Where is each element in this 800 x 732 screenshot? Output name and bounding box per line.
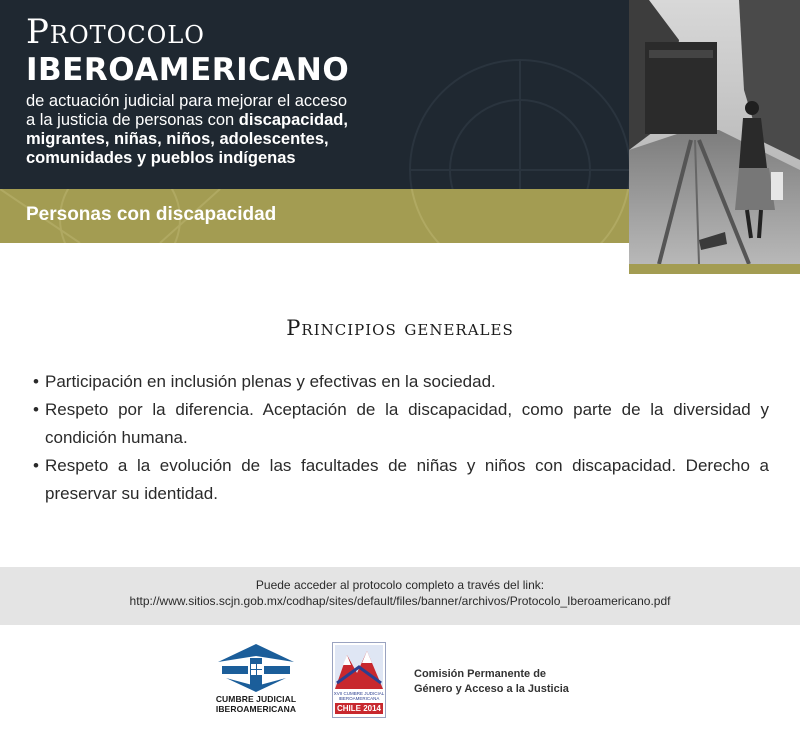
cumbre-emblem-icon bbox=[214, 642, 298, 694]
photo-accent-strip bbox=[629, 264, 800, 274]
protocol-link[interactable]: http://www.sitios.scjn.gob.mx/codhap/sites/default/files/banner/archivos/Protocolo_Iberoamericano.pdf bbox=[129, 594, 671, 608]
bullet-icon: • bbox=[33, 456, 39, 475]
subtitle-groups: discapacidad, migrantes, niñas, niños, adolescentes, comunidades y pueblos indígenas bbox=[26, 111, 348, 167]
chile-logo-title: CHILE 2014 bbox=[336, 704, 382, 713]
bullet-icon: • bbox=[33, 400, 39, 419]
list-item-text: Participación en inclusión plenas y efectivas en la sociedad. bbox=[45, 372, 496, 391]
header-banner bbox=[0, 0, 800, 274]
comision-text bbox=[414, 667, 569, 697]
list-item-text: Respeto a la evolución de las facultades de niñas y niños con discapacidad. Derecho a preservar su identidad. bbox=[45, 456, 769, 503]
list-item bbox=[33, 368, 769, 396]
title-protocolo: Protocolo bbox=[26, 12, 205, 52]
cumbre-judicial-logo bbox=[214, 642, 298, 722]
principles-list bbox=[33, 368, 769, 508]
comision-line-1: Comisión Permanente de bbox=[414, 668, 547, 680]
subtitle-intro: de actuación judicial para mejorar el acceso a la justicia de personas con bbox=[26, 92, 348, 129]
comision-line-2: Género y Acceso a la Justicia bbox=[414, 683, 569, 695]
chile-logo-caption: XVII CUMBRE JUDICIAL IBEROAMERICANA bbox=[333, 691, 385, 701]
title-iberoamericano: IBEROAMERICANO bbox=[26, 52, 350, 88]
mountains-icon bbox=[333, 643, 385, 691]
link-bar bbox=[0, 567, 800, 625]
principles-title: Principios generales bbox=[286, 316, 514, 340]
cumbre-logo-text: CUMBRE JUDICIAL IBEROAMERICANA bbox=[215, 694, 297, 714]
railway-photo bbox=[629, 0, 800, 264]
list-item bbox=[33, 452, 769, 508]
band-title: Personas con discapacidad bbox=[26, 204, 277, 225]
subtitle bbox=[26, 92, 356, 168]
list-item-text: Respeto por la diferencia. Aceptación de la discapacidad, como parte de la diversidad y condición humana. bbox=[45, 400, 769, 447]
list-item bbox=[33, 396, 769, 452]
title-panel bbox=[0, 0, 629, 189]
section-band bbox=[0, 189, 629, 243]
chile-2014-logo bbox=[332, 642, 386, 718]
link-label: Puede acceder al protocolo completo a través del link: bbox=[255, 578, 545, 592]
bullet-icon: • bbox=[33, 372, 39, 391]
railway-photo-image bbox=[629, 0, 800, 264]
